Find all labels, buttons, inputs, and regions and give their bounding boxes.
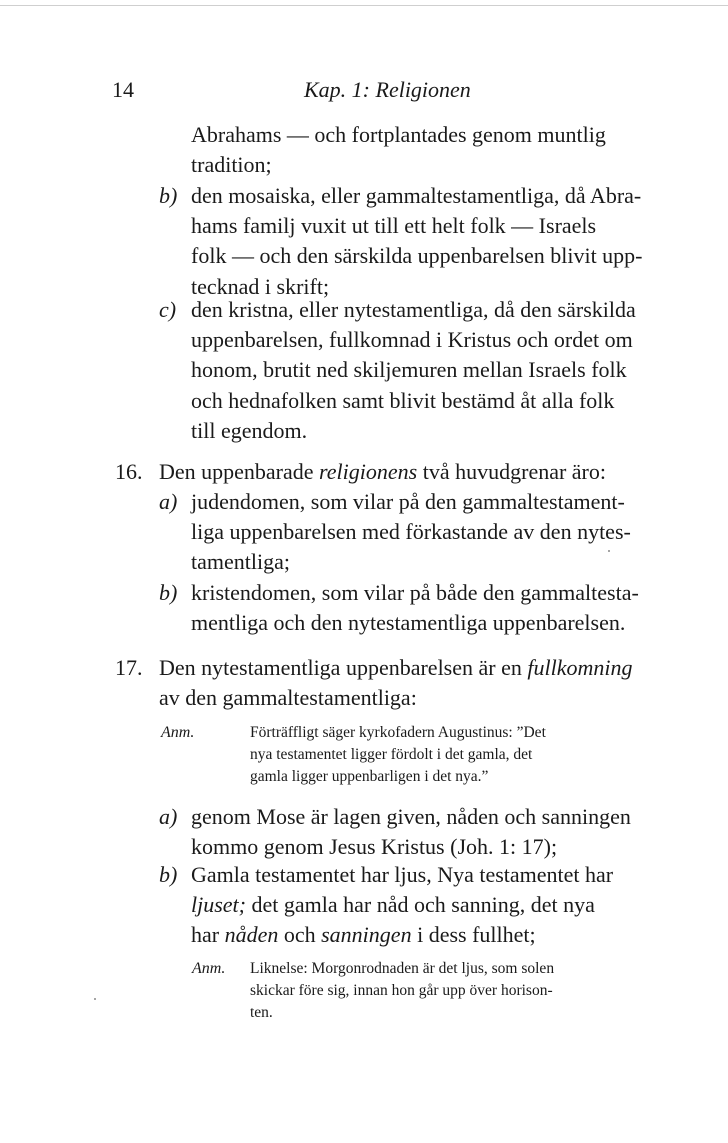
note-1-text	[250, 722, 546, 788]
section-17-b-label: b)	[159, 862, 178, 887]
text-line: uppenbarelsen, fullkomnad i Kristus och ordet om	[191, 327, 633, 353]
text-line: Abrahams — och fortplantades genom muntlig	[191, 122, 606, 147]
text-line: kristendomen, som vilar på både den gammaltesta-	[191, 580, 639, 605]
text-line: hams familj vuxit ut till ett helt folk — Israels	[191, 213, 597, 239]
item-b-text	[191, 181, 643, 302]
note-2-label: Anm.	[192, 960, 226, 977]
text-line	[191, 890, 613, 920]
text-line: genom Mose är lagen given, nåden och sanningen	[191, 804, 631, 829]
text-span: och	[278, 922, 322, 948]
text-line: tecknad i skrift;	[191, 273, 330, 299]
page-number: 14	[112, 77, 134, 102]
text-line: nya testamentet ligger fördolt i det gamla, det	[250, 746, 533, 763]
section-16-b-label: b)	[159, 580, 178, 605]
item-c-label: c)	[159, 297, 177, 322]
text-span: i dess fullhet;	[411, 922, 536, 948]
text-line: och hednafolken samt blivit bestämd åt alla folk	[191, 387, 615, 413]
text-line: kommo genom Jesus Kristus (Joh. 1: 17);	[191, 834, 558, 860]
running-title: Kap. 1: Religionen	[304, 77, 471, 102]
note-1-label: Anm.	[161, 724, 195, 741]
note-2-text	[250, 958, 554, 1024]
text-span: Den uppenbarade	[159, 459, 320, 484]
emphasis-religionens: religionens	[319, 459, 418, 484]
text-line: honom, brutit ned skiljemuren mellan Israels folk	[191, 357, 627, 383]
section-16-heading	[159, 457, 606, 487]
speck	[608, 550, 610, 552]
text-line: judendomen, som vilar på den gammaltestament-	[191, 489, 625, 514]
text-line: Gamla testamentet har ljus, Nya testamentet har	[191, 862, 614, 887]
section-17-heading	[159, 653, 632, 713]
text-line: Förträffligt säger kyrkofadern Augustinus: ”Det	[250, 724, 546, 741]
section-17-number: 17.	[115, 655, 143, 680]
text-line: Liknelse: Morgonrodnaden är det ljus, som solen	[250, 960, 555, 977]
emphasis-sanningen: sanningen	[321, 922, 412, 948]
text-line	[159, 653, 632, 683]
emphasis-fullkomning: fullkomning	[527, 655, 633, 680]
text-line: till egendom.	[191, 417, 308, 443]
section-16-b-text	[191, 578, 639, 638]
scan-edge-line	[0, 5, 728, 6]
text-line: gamla ligger uppenbarligen i det nya.”	[250, 768, 489, 785]
text-line: den kristna, eller nytestamentliga, då den särskilda	[191, 297, 636, 322]
text-span: två huvudgrenar äro:	[417, 459, 606, 484]
text-line	[191, 920, 613, 950]
section-17-a-label: a)	[159, 804, 178, 829]
text-line: av den gammaltestamentliga:	[159, 685, 417, 711]
section-16-a-text	[191, 487, 631, 578]
section-16-number: 16.	[115, 459, 143, 484]
emphasis-ljuset: ljuset;	[191, 892, 246, 918]
text-span: har	[191, 922, 225, 948]
section-16-a-label: a)	[159, 489, 178, 514]
section-17-b-text	[191, 860, 613, 951]
text-line: tamentliga;	[191, 549, 290, 575]
item-a-continuation	[191, 120, 606, 180]
speck	[94, 998, 96, 1000]
text-line: liga uppenbarelsen med förkastande av den nytes-	[191, 519, 631, 545]
section-17-a-text	[191, 802, 631, 862]
text-line: tradition;	[191, 152, 272, 178]
text-line: folk — och den särskilda uppenbarelsen blivit upp-	[191, 243, 643, 269]
text-line: skickar före sig, innan hon går upp över horison-	[250, 982, 553, 999]
item-c-text	[191, 295, 636, 446]
text-span: det gamla har nåd och sanning, det nya	[246, 892, 595, 918]
text-line: mentliga och den nytestamentliga uppenbarelsen.	[191, 610, 626, 636]
text-line: ten.	[250, 1004, 273, 1021]
emphasis-naden: nåden	[224, 922, 279, 948]
item-b-label: b)	[159, 183, 178, 208]
text-span: Den nytestamentliga uppenbarelsen är en	[159, 655, 528, 680]
text-line: den mosaiska, eller gammaltestamentliga, då Abra-	[191, 183, 642, 208]
